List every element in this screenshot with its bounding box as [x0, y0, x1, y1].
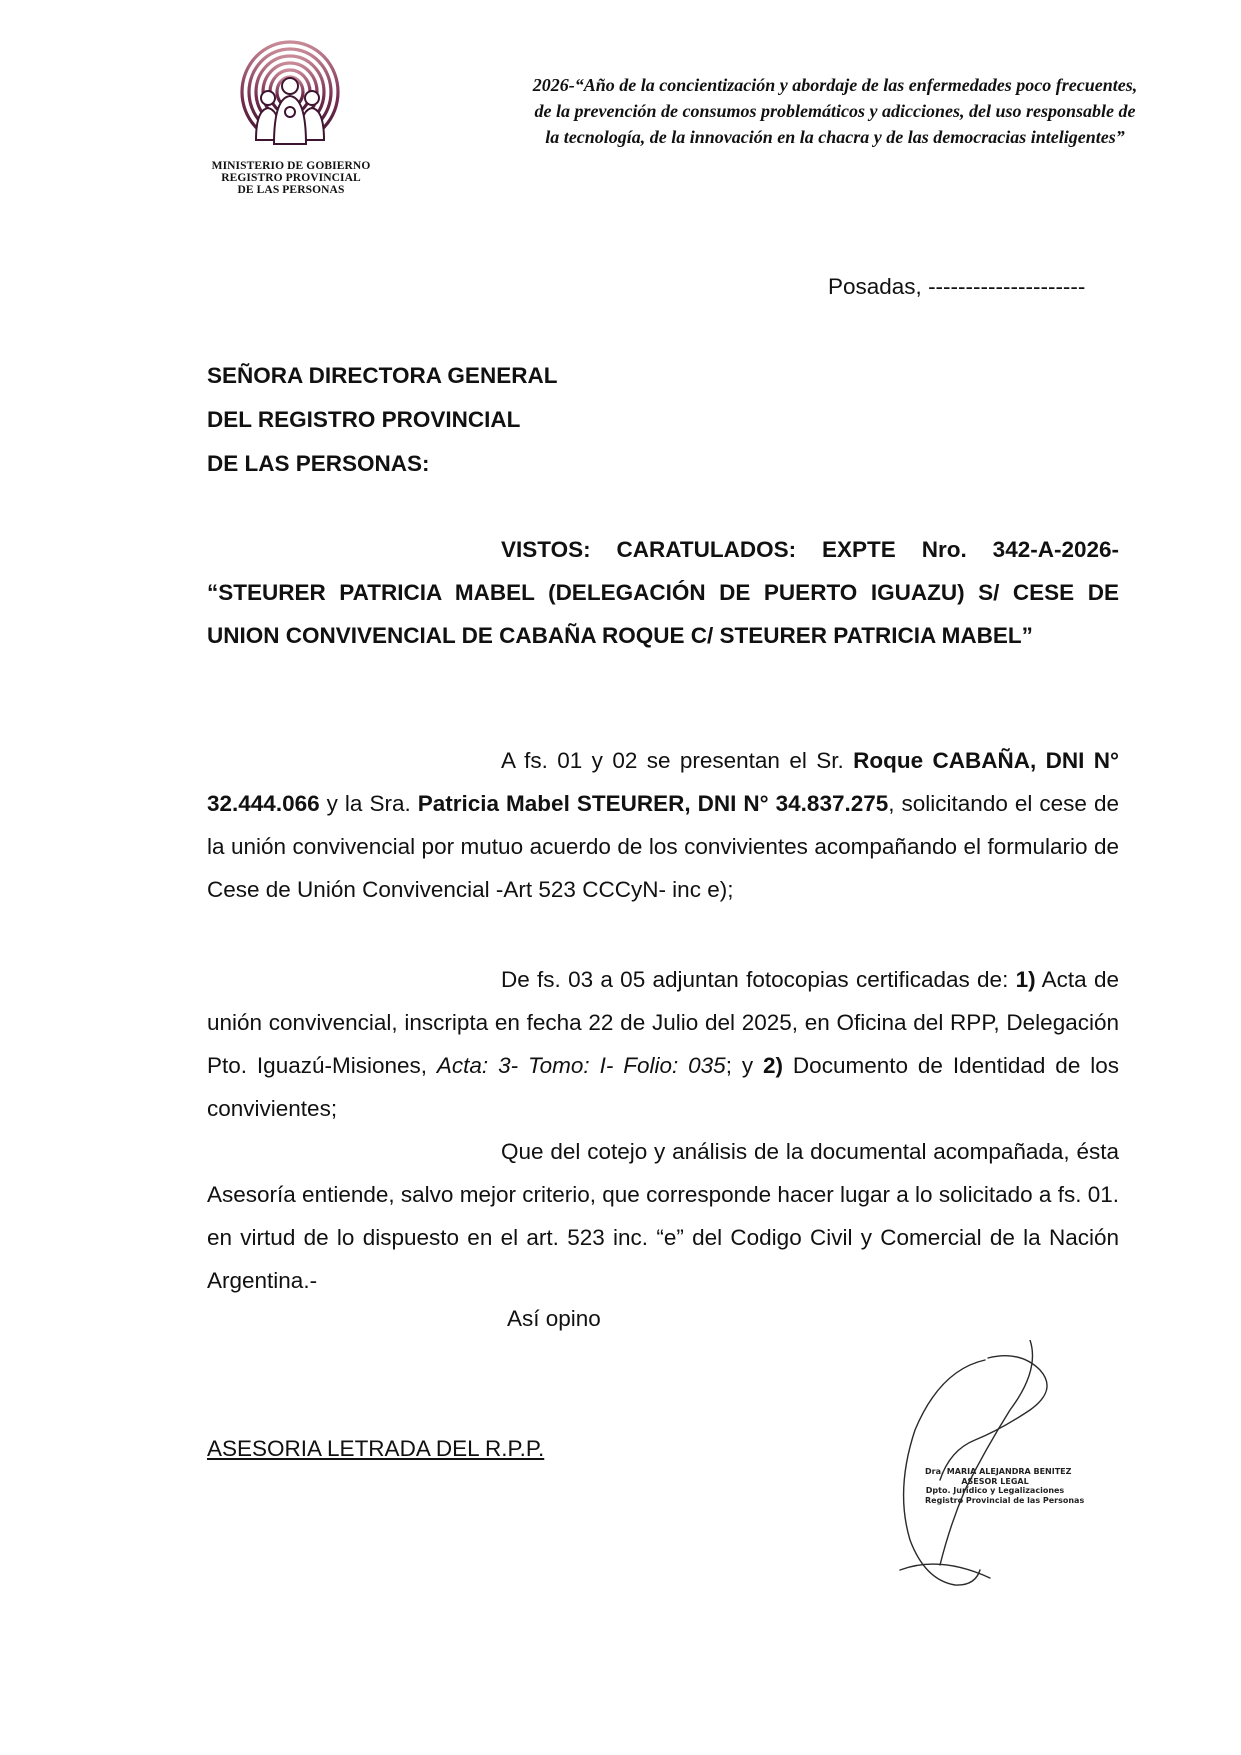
ministry-line-1: MINISTERIO DE GOBIERNO [211, 160, 371, 172]
stamp-line-1: Dra. MARIA ALEJANDRA BENITEZ [925, 1467, 1072, 1476]
ministry-line-2: REGISTRO PROVINCIAL [221, 172, 361, 184]
addressee-line-1: SEÑORA DIRECTORA GENERAL [207, 363, 558, 388]
p2-text-2: Acta de unión convivencial, inscripta en fecha 22 de Julio del 2025, en Oficina del RPP, Delegación Pto. Iguazú-Misiones, [207, 967, 1119, 1078]
p2-item-1-number: 1) [1015, 967, 1036, 992]
motto-line-1: 2026-“Año de la concientización y abordaje de las enfermedades poco frecuentes, [532, 75, 1138, 95]
p1-applicant-1: Roque CABAÑA, DNI N° 32.444.066 [207, 748, 1119, 816]
motto-line-2: de la prevención de consumos problemáticos y adicciones, del uso responsable de [534, 101, 1136, 121]
closing-text: Así opino [507, 1306, 601, 1331]
vistos-paragraph [207, 528, 1119, 657]
p1-applicant-2: Patricia Mabel STEURER, DNI N° 34.837.275 [417, 791, 889, 816]
stamp-line-3: Dpto. Jurídico y Legalizaciones [925, 1486, 1065, 1495]
office-name: ASESORIA LETRADA DEL R.P.P. [207, 1436, 545, 1461]
p1-text-3: , solicitando el cese de la unión convivencial por mutuo acuerdo de los convivientes acompañando el formulario de Cese de Unión Convivencial -Art 523 CCCyN- inc e); [207, 791, 1119, 902]
addressee-block [207, 354, 557, 486]
date-line: Posadas, --------------------- [828, 274, 1086, 299]
p2-item-2-number: 2) [763, 1053, 784, 1078]
attachments-paragraph [207, 958, 1119, 1130]
ministry-line-3: DE LAS PERSONAS [237, 184, 345, 196]
year-motto [470, 72, 1200, 150]
stamp-line-2: ASESOR LEGAL [961, 1476, 1029, 1486]
addressee-line-3: DE LAS PERSONAS: [207, 451, 430, 476]
p1-text-1: A fs. 01 y 02 se presentan el Sr. [501, 748, 854, 773]
addressee-line-2: DEL REGISTRO PROVINCIAL [207, 407, 521, 432]
ministry-name [196, 160, 386, 196]
vistos-text: VISTOS: CARATULADOS: EXPTE Nro. 342-A-2026- “STEURER PATRICIA MABEL (DELEGACIÓN DE PUERTO IGUAZU) S/ CESE DE UNION CONVIVENCIAL DE CABAÑA ROQUE C/ STEURER PATRICIA MABEL” [207, 537, 1119, 648]
registro-provincial-emblem-icon [238, 40, 342, 148]
p1-text-2: y la Sra. [319, 791, 418, 816]
p3-text: Que del cotejo y análisis de la documental acompañada, ésta Asesoría entiende, salvo mejor criterio, que corresponde hacer lugar a lo solicitado a fs. 01. en virtud de lo dispuesto en el art. 523 inc. “e” del Codigo Civil y Comercial de la Nación Argentina.- [207, 1139, 1119, 1293]
presentation-paragraph [207, 739, 1119, 911]
p2-acta-reference: Acta: 3- Tomo: I- Folio: 035 [436, 1053, 726, 1078]
motto-line-3: la tecnología, de la innovación en la chacra y de las democracias inteligentes” [545, 127, 1125, 147]
opinion-paragraph [207, 1130, 1119, 1302]
signature-stamp [925, 1467, 1085, 1505]
p2-text-4: Documento de Identidad de los convivientes; [207, 1053, 1119, 1121]
p2-text-3: ; y [725, 1053, 764, 1078]
p2-text-1: De fs. 03 a 05 adjuntan fotocopias certificadas de: [501, 967, 1016, 992]
stamp-line-4: Registro Provincial de las Personas [925, 1495, 1085, 1505]
